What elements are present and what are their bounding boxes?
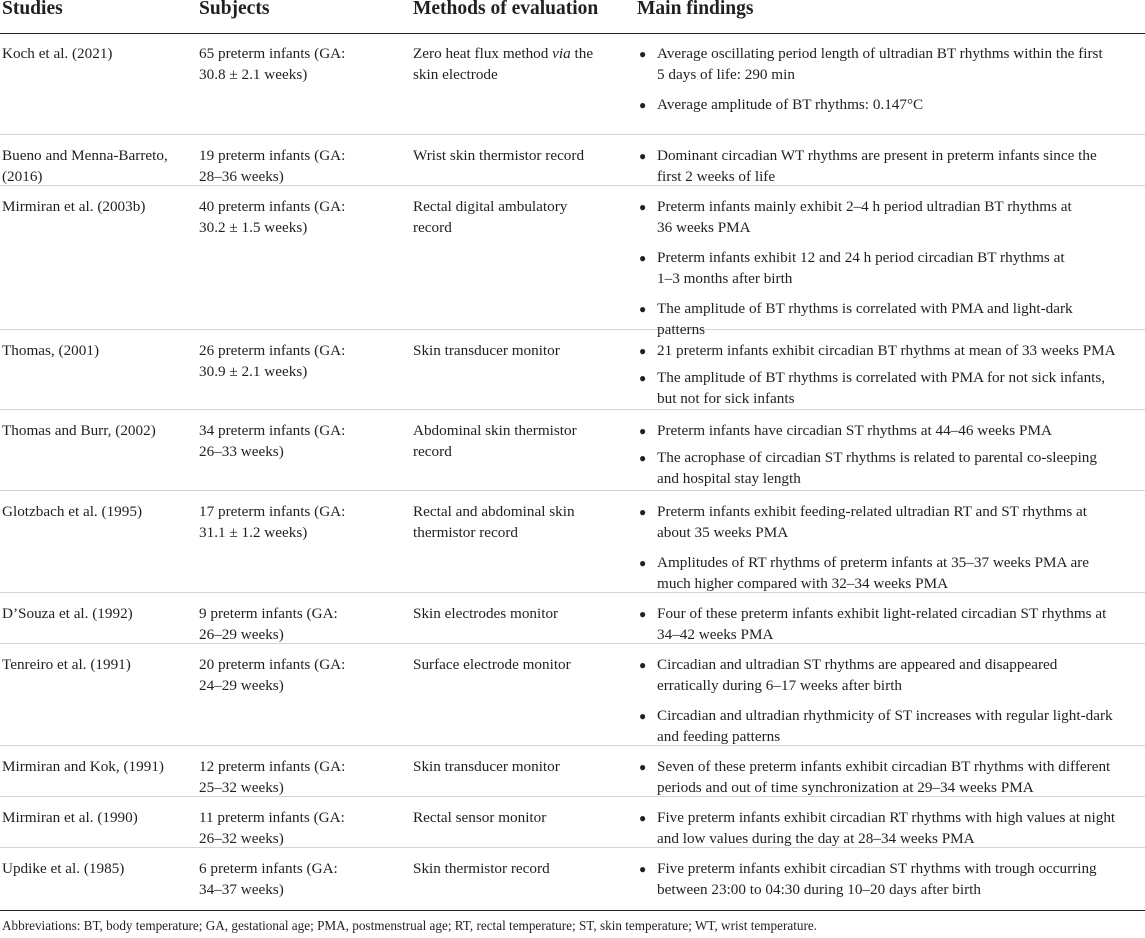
method-cell — [413, 859, 628, 880]
finding-item — [637, 604, 1145, 645]
finding-item — [637, 44, 1145, 85]
table-row — [0, 491, 1145, 593]
table-row — [0, 410, 1145, 491]
subjects-cell — [199, 655, 399, 696]
finding-line: Four of these preterm infants exhibit light-related circadian ST rhythms at — [657, 605, 1107, 622]
finding-line: Five preterm infants exhibit circadian RT rhythms with high values at night — [657, 809, 1116, 826]
cell-line: 26 preterm infants (GA: — [199, 342, 346, 359]
method-cell — [413, 655, 628, 676]
finding-line: Circadian and ultradian ST rhythms are appeared and disappeared — [657, 656, 1058, 673]
cell-line: 30.2 ± 1.5 weeks) — [199, 218, 308, 236]
study-cell: Tenreiro et al. (1991) — [2, 656, 131, 673]
table-row — [0, 797, 1145, 848]
finding-text — [637, 757, 1145, 798]
footnote: Abbreviations: BT, body temperature; GA, gestational age; PMA, postmenstrual age; RT, rectal temperature; ST, skin temperature; WT, wrist temperature. — [2, 918, 817, 933]
subjects-cell — [199, 859, 399, 900]
finding-line: The amplitude of BT rhythms is correlated with PMA and light-dark — [657, 300, 1073, 317]
cell-line: Skin thermistor record — [413, 860, 550, 877]
method-cell — [413, 341, 628, 362]
cell-line: Skin electrodes monitor — [413, 605, 559, 622]
finding-text — [637, 146, 1145, 187]
finding-line: but not for sick infants — [657, 389, 795, 407]
finding-line: The amplitude of BT rhythms is correlated with PMA for not sick infants, — [657, 369, 1106, 386]
finding-line: much higher compared with 32–34 weeks PMA — [657, 574, 949, 592]
finding-line: between 23:00 to 04:30 during 10–20 days after birth — [657, 880, 981, 898]
bullet-icon: ● — [639, 556, 647, 570]
finding-text — [637, 448, 1145, 489]
cell-line: Rectal and abdominal skin — [413, 503, 575, 520]
method-cell — [413, 44, 628, 85]
finding-item — [637, 553, 1145, 594]
study-cell: Mirmiran et al. (1990) — [2, 809, 138, 826]
table-row — [0, 33, 1145, 135]
finding-line: erratically during 6–17 weeks after birth — [657, 676, 903, 694]
bullet-icon: ● — [639, 505, 647, 519]
study-cell: D’Souza et al. (1992) — [2, 605, 133, 622]
subjects-cell — [199, 502, 399, 543]
finding-text — [637, 604, 1145, 645]
cell-line: 12 preterm infants (GA: — [199, 758, 346, 775]
subjects-cell — [199, 197, 399, 238]
finding-item — [637, 757, 1145, 798]
bullet-icon: ● — [639, 709, 647, 723]
cell-line: 24–29 weeks) — [199, 676, 284, 694]
finding-item — [637, 248, 1145, 289]
finding-item — [637, 706, 1145, 747]
finding-text — [637, 706, 1145, 747]
method-cell — [413, 757, 628, 778]
cell-line: Abdominal skin thermistor — [413, 422, 577, 439]
subjects-cell — [199, 421, 399, 462]
cell-line: record — [413, 218, 452, 236]
cell-line: Wrist skin thermistor record — [413, 147, 585, 164]
bullet-icon: ● — [639, 658, 647, 672]
finding-line: about 35 weeks PMA — [657, 523, 789, 541]
cell-line: record — [413, 442, 452, 460]
bullet-icon: ● — [639, 424, 647, 438]
header-studies: Studies — [2, 0, 63, 19]
header-methods: Methods of evaluation — [413, 0, 599, 19]
finding-line: 21 preterm infants exhibit circadian BT rhythms at mean of 33 weeks PMA — [657, 342, 1116, 359]
bullet-icon: ● — [639, 200, 647, 214]
finding-line: periods and out of time synchronization at 29–34 weeks PMA — [657, 778, 1034, 796]
cell-line: 19 preterm infants (GA: — [199, 147, 346, 164]
table-row — [0, 330, 1145, 410]
bullet-icon: ● — [639, 251, 647, 265]
finding-text — [637, 95, 1145, 116]
study-cell: Bueno and Menna-Barreto, (2016) — [2, 147, 168, 185]
finding-item — [637, 368, 1145, 409]
method-cell — [413, 808, 628, 829]
bullet-icon: ● — [639, 47, 647, 61]
finding-line: Average amplitude of BT rhythms: 0.147°C — [657, 96, 924, 113]
bullet-icon: ● — [639, 98, 647, 112]
table-header — [0, 0, 1145, 34]
finding-text — [637, 553, 1145, 594]
finding-line: patterns — [657, 320, 706, 338]
finding-item — [637, 197, 1145, 238]
cell-line: 34–37 weeks) — [199, 880, 284, 898]
finding-text — [637, 368, 1145, 409]
finding-text — [637, 248, 1145, 289]
cell-line: 28–36 weeks) — [199, 167, 284, 185]
cell-line: 30.8 ± 2.1 weeks) — [199, 65, 308, 83]
finding-line: first 2 weeks of life — [657, 167, 776, 185]
cell-line: 17 preterm infants (GA: — [199, 503, 346, 520]
table-row — [0, 135, 1145, 186]
bullet-icon: ● — [639, 811, 647, 825]
finding-text — [637, 502, 1145, 543]
finding-text — [637, 197, 1145, 238]
bullet-icon: ● — [639, 760, 647, 774]
finding-item — [637, 502, 1145, 543]
cell-line: 65 preterm infants (GA: — [199, 45, 346, 62]
subjects-cell — [199, 808, 399, 849]
cell-line: 40 preterm infants (GA: — [199, 198, 346, 215]
finding-item — [637, 859, 1145, 900]
bullet-icon: ● — [639, 451, 647, 465]
finding-line: and feeding patterns — [657, 727, 781, 745]
footer-rule — [0, 910, 1145, 911]
finding-line: Circadian and ultradian rhythmicity of ST increases with regular light-dark — [657, 707, 1113, 724]
finding-text — [637, 859, 1145, 900]
finding-line: 5 days of life: 290 min — [657, 65, 795, 83]
cell-line: thermistor record — [413, 523, 519, 541]
study-cell: Glotzbach et al. (1995) — [2, 503, 143, 520]
cell-line: Zero heat flux method via the — [413, 45, 594, 62]
study-cell: Mirmiran and Kok, (1991) — [2, 758, 164, 775]
finding-line: 34–42 weeks PMA — [657, 625, 774, 643]
finding-item — [637, 448, 1145, 489]
cell-line: skin electrode — [413, 65, 498, 83]
study-cell: Updike et al. (1985) — [2, 860, 125, 877]
finding-item — [637, 808, 1145, 849]
cell-line: 6 preterm infants (GA: — [199, 860, 338, 877]
cell-line: 34 preterm infants (GA: — [199, 422, 346, 439]
table-row — [0, 746, 1145, 797]
method-cell — [413, 421, 628, 462]
table-row — [0, 848, 1145, 907]
finding-item — [637, 146, 1145, 187]
cell-line: Skin transducer monitor — [413, 758, 560, 775]
bullet-icon: ● — [639, 607, 647, 621]
finding-line: and hospital stay length — [657, 469, 801, 487]
method-cell — [413, 197, 628, 238]
finding-line: Five preterm infants exhibit circadian ST rhythms with trough occurring — [657, 860, 1097, 877]
cell-line: 31.1 ± 1.2 weeks) — [199, 523, 308, 541]
cell-line: Rectal sensor monitor — [413, 809, 547, 826]
header-findings: Main findings — [637, 0, 754, 19]
finding-text — [637, 808, 1145, 849]
table-row — [0, 186, 1145, 338]
finding-line: Amplitudes of RT rhythms of preterm infants at 35–37 weeks PMA are — [657, 554, 1090, 571]
study-cell: Mirmiran et al. (2003b) — [2, 198, 146, 215]
finding-line: Average oscillating period length of ultradian BT rhythms within the first — [657, 45, 1103, 62]
subjects-cell — [199, 44, 399, 85]
finding-line: and low values during the day at 28–34 weeks PMA — [657, 829, 975, 847]
subjects-cell — [199, 341, 399, 382]
cell-line: 20 preterm infants (GA: — [199, 656, 346, 673]
subjects-cell — [199, 757, 399, 798]
cell-line: Surface electrode monitor — [413, 656, 571, 673]
finding-line: 1–3 months after birth — [657, 269, 793, 287]
cell-line: 26–29 weeks) — [199, 625, 284, 643]
bullet-icon: ● — [639, 862, 647, 876]
finding-line: Preterm infants exhibit 12 and 24 h period circadian BT rhythms at — [657, 249, 1065, 266]
finding-text — [637, 341, 1145, 362]
finding-line: Preterm infants have circadian ST rhythms at 44–46 weeks PMA — [657, 422, 1052, 439]
bullet-icon: ● — [639, 302, 647, 316]
finding-text — [637, 421, 1145, 442]
finding-line: Dominant circadian WT rhythms are present in preterm infants since the — [657, 147, 1097, 164]
finding-item — [637, 655, 1145, 696]
finding-text — [637, 44, 1145, 85]
bullet-icon: ● — [639, 371, 647, 385]
method-cell — [413, 502, 628, 543]
cell-line: 26–32 weeks) — [199, 829, 284, 847]
cell-line: Rectal digital ambulatory — [413, 198, 568, 215]
bullet-icon: ● — [639, 344, 647, 358]
method-cell — [413, 146, 628, 167]
table-row — [0, 644, 1145, 746]
bullet-icon: ● — [639, 149, 647, 163]
finding-line: 36 weeks PMA — [657, 218, 751, 236]
cell-line: 11 preterm infants (GA: — [199, 809, 345, 826]
subjects-cell — [199, 604, 399, 645]
finding-item — [637, 341, 1145, 362]
study-cell: Thomas, (2001) — [2, 342, 100, 359]
finding-line: Preterm infants mainly exhibit 2–4 h period ultradian BT rhythms at — [657, 198, 1072, 215]
header-subjects: Subjects — [199, 0, 270, 19]
finding-line: The acrophase of circadian ST rhythms is related to parental co-sleeping — [657, 449, 1097, 466]
study-cell: Thomas and Burr, (2002) — [2, 422, 156, 439]
finding-item — [637, 95, 1145, 116]
study-cell: Koch et al. (2021) — [2, 45, 113, 62]
method-cell — [413, 604, 628, 625]
finding-item — [637, 421, 1145, 442]
cell-line: 30.9 ± 2.1 weeks) — [199, 362, 308, 380]
subjects-cell — [199, 146, 399, 187]
cell-line: 25–32 weeks) — [199, 778, 284, 796]
cell-line: Skin transducer monitor — [413, 342, 560, 359]
cell-line: 9 preterm infants (GA: — [199, 605, 338, 622]
finding-line: Preterm infants exhibit feeding-related ultradian RT and ST rhythms at — [657, 503, 1087, 520]
finding-text — [637, 655, 1145, 696]
finding-line: Seven of these preterm infants exhibit circadian BT rhythms with different — [657, 758, 1111, 775]
table-row — [0, 593, 1145, 644]
cell-line: 26–33 weeks) — [199, 442, 284, 460]
